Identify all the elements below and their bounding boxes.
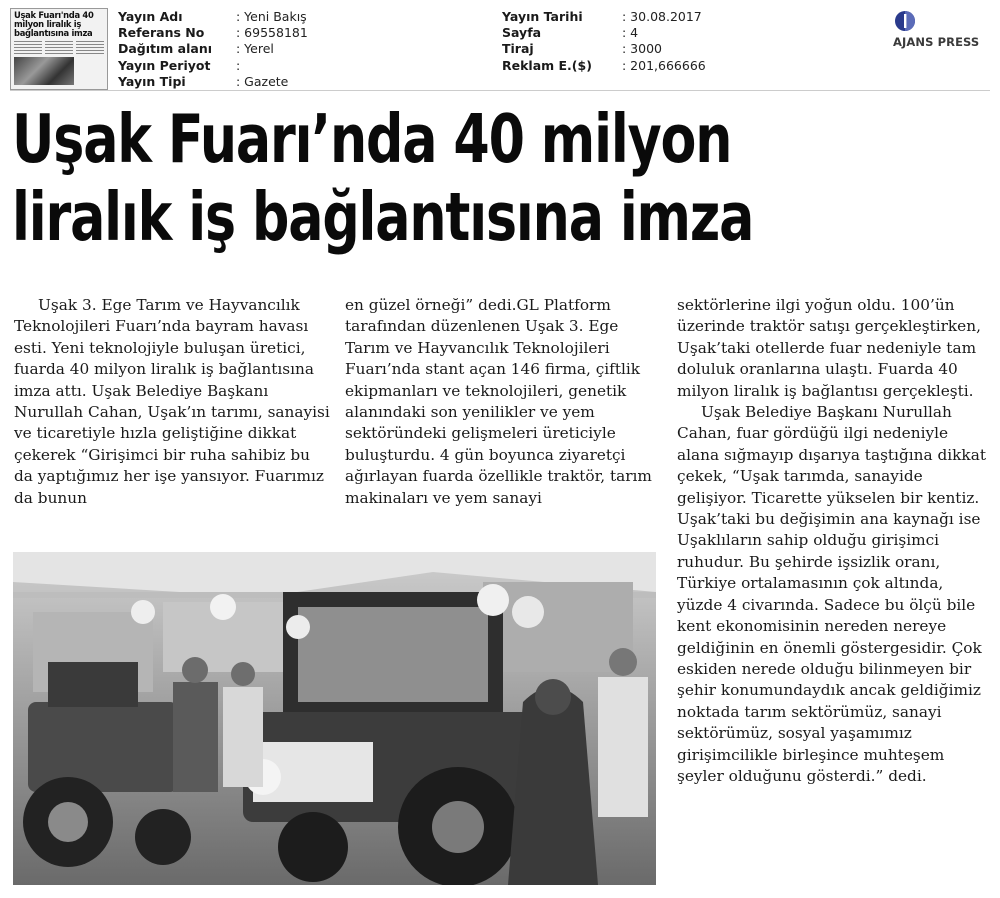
- ajans-press-logo: [893, 8, 993, 50]
- meta-left: [118, 9, 308, 90]
- meta-row-referans-no: [118, 25, 308, 41]
- meta-right: [502, 9, 706, 74]
- meta-label: Dağıtım alanı: [118, 41, 213, 57]
- meta-value: : Yerel: [236, 41, 274, 57]
- meta-label: Reklam E.($): [502, 57, 592, 73]
- meta-row-yayin-tipi: [118, 74, 308, 90]
- article-headline: [12, 100, 776, 256]
- headline-line-2: liralık iş bağlantısına imza: [12, 178, 754, 256]
- photo-illustration: [13, 552, 656, 885]
- meta-label: Yayın Tarihi: [502, 9, 583, 24]
- meta-row-tiraj: [502, 41, 706, 57]
- ajans-press-logo-icon: [894, 10, 916, 32]
- article-paragraph: en güzel örneği” dedi.GL Platform tarafından düzenlenen Uşak 3. Ege Tarım ve Hayvancılık Teknolojileri Fuarı’nda stant açan 146 firma, çiftlik ekipmanları ve teknolojileri, genetik alanındaki son yenilikler ve yem sektöründeki gelişmeleri üreticiyle buluşturdu. 4 gün boyunca ziyaretçi ağırlayan fuarda özellikle traktör, tarım makinaları ve yem sanayi: [345, 296, 652, 507]
- meta-label: Tiraj: [502, 41, 534, 57]
- article-paragraph: sektörlerine ilgi yoğun oldu. 100’ün üzerinde traktör satışı gerçekleştirken, Uşak’taki otellerde fuar nedeniyle tam doluluk oranlarına ulaştı. Fuarda 40 milyon liralık iş bağlantısı gerçekleşti.: [677, 296, 981, 400]
- article-paragraph: Uşak Belediye Başkanı Nurullah Cahan, fuar gördüğü ilgi nedeniyle alana sığmayıp dışarıya taştığına dikkat çekek, “Uşak tarımda, sanayide gelişiyor. Ticarette yükselen bir kentiz. Uşak’taki bu değişimin ana kaynağı ise Uşaklıların sahip olduğu girişimci ruhudur. Bu şehirde işsizlik oranı, Türkiye ortalamasının çok altında, yüzde 4 civarında. Sadece bu ölçü bile kent ekonomisinin nereden nereye geldiğinin en önemli göstergesidir. Çok eskiden nerede olduğu bilinmeyen bir şehir konumundaydık ancak geldiğimiz noktada tarım sektörümüz, sanayi sektörümüz, sosyal yaşamımız girişimcilikle birleşince muhteşem şeyler olduğunu gösterdi.” dedi.: [677, 403, 986, 785]
- meta-label: Sayfa: [502, 25, 542, 41]
- header-divider: [10, 90, 990, 91]
- logo-text: AJANS PRESS: [893, 35, 980, 49]
- clipping-thumbnail[interactable]: [10, 8, 108, 90]
- article-paragraph: Uşak 3. Ege Tarım ve Hayvancılık Teknolojileri Fuarı’nda bayram havası esti. Yeni teknolojiyle buluşan üretici, fuarda 40 milyon liralık iş bağlantısına imza attı. Uşak Belediye Başkanı Nurullah Cahan, Uşak’ın tarımı, sanayisi ve ticaretiyle hızla geliştiğine dikkat çekerek “Girişimci bir ruha sahibiz bu da yaptığımız her işe yansıyor. Fuarımız da bunun: [14, 296, 330, 507]
- meta-value: : 69558181: [236, 25, 308, 41]
- meta-value: :: [236, 57, 241, 73]
- meta-row-sayfa: [502, 25, 706, 41]
- thumbnail-photo: [14, 57, 74, 85]
- meta-label: Referans No: [118, 25, 205, 41]
- meta-row-yayin-adi: [118, 9, 308, 25]
- meta-value: : 4: [622, 25, 639, 41]
- article-column-2: [345, 295, 655, 509]
- meta-value: : 3000: [622, 41, 662, 57]
- article-column-1: [14, 295, 330, 509]
- meta-label: Yayın Periyot: [118, 57, 211, 73]
- meta-value: : Gazete: [236, 73, 289, 89]
- meta-row-yayin-periyot: [118, 58, 308, 74]
- meta-row-dagitim-alani: [118, 41, 308, 57]
- article-photo-tractors: [13, 552, 656, 885]
- meta-row-yayin-tarihi: [502, 9, 706, 25]
- thumbnail-columns: [11, 38, 107, 57]
- meta-label: Yayın Adı: [118, 9, 183, 24]
- meta-value: : 201,666666: [622, 57, 706, 73]
- meta-value: : 30.08.2017: [622, 9, 702, 24]
- meta-value: : Yeni Bakış: [236, 9, 307, 24]
- article-column-3: [677, 295, 992, 787]
- headline-line-1: Uşak Fuarı’nda 40 milyon: [12, 100, 732, 178]
- thumbnail-headline: Uşak Fuarı'nda 40 milyon liralık iş bağlantısına imza: [14, 10, 94, 38]
- meta-label: Yayın Tipi: [118, 73, 186, 89]
- meta-row-reklam: [502, 58, 706, 74]
